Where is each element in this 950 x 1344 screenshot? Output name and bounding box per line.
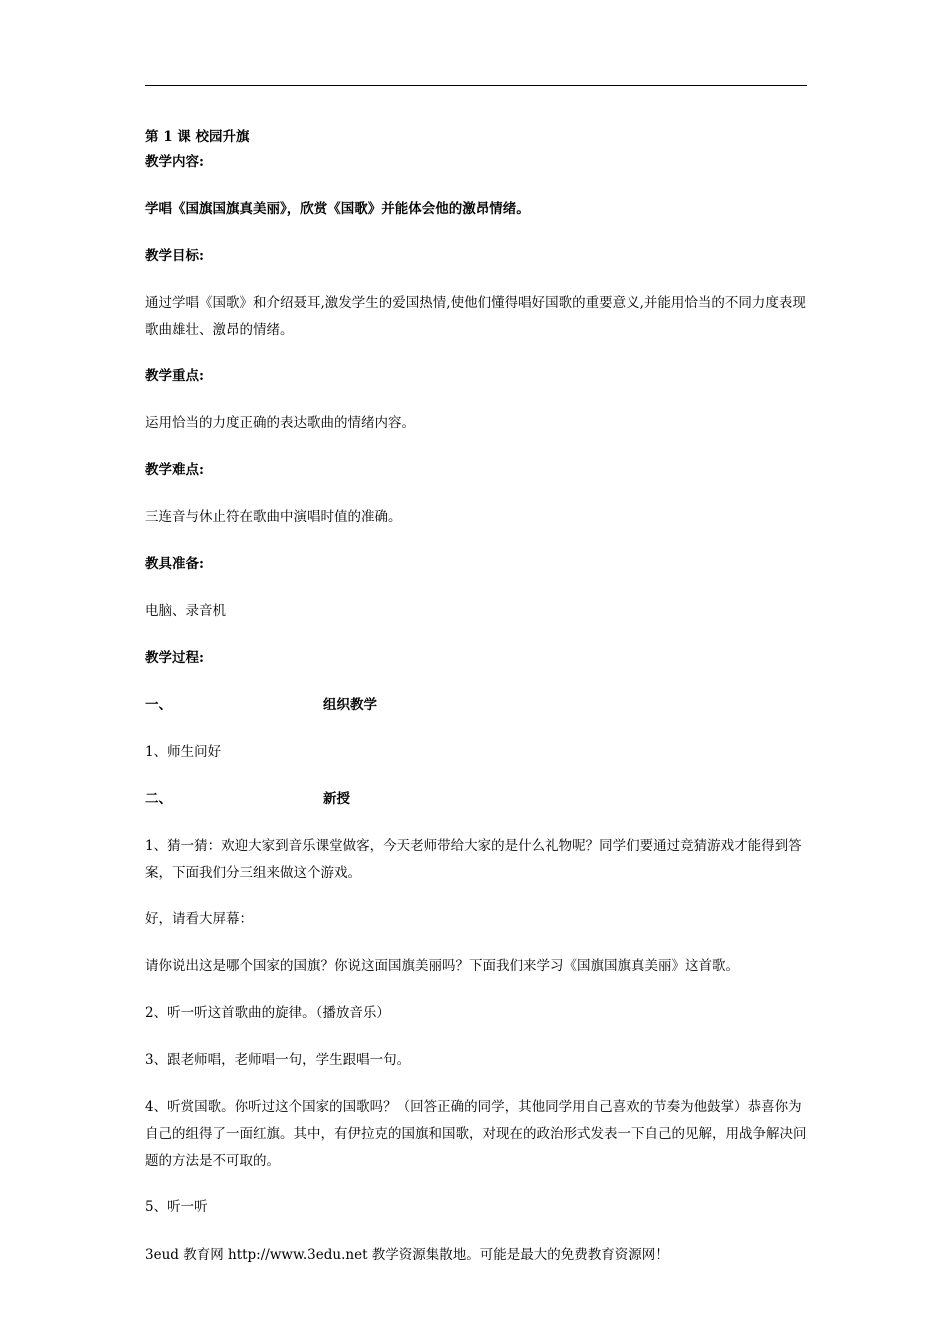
content-text: 学唱《国旗国旗真美丽》，欣赏《国歌》并能体会他的激昂情绪。 [145, 201, 530, 217]
focus-text: 运用恰当的力度正确的表达歌曲的情绪内容。 [145, 415, 415, 431]
section-1-title: 组织教学 [323, 697, 377, 713]
section-1-number: 一、 [145, 697, 172, 713]
focus-heading: 教学重点: [145, 368, 204, 384]
tools-text: 电脑、录音机 [145, 603, 226, 619]
tools-heading: 教具准备: [145, 556, 204, 572]
step-2-1b: 好，请看大屏幕： [145, 911, 253, 927]
goal-heading: 教学目标: [145, 248, 204, 264]
footer-text: 3eud 教育网 http://www.3edu.net 教学资源集散地。可能是最大的免费教育资源网！ [145, 1247, 669, 1263]
step-2-4: 4、听赏国歌。你听过这个国家的国歌吗？（回答正确的同学，其他同学用自己喜欢的节奏为他鼓掌）恭喜你为自己的组得了一面红旗。其中，有伊拉克的国旗和国歌，对现在的政治形式发表一下自己的见解，用战争解决问题的方法是不可取的。 [145, 1099, 807, 1169]
step-2-2: 2、听一听这首歌曲的旋律。（播放音乐） [145, 1005, 390, 1021]
difficulty-heading: 教学难点: [145, 462, 204, 478]
step-2-1c: 请你说出这是哪个国家的国旗？你说这面国旗美丽吗？下面我们来学习《国旗国旗真美丽》这首歌。 [145, 958, 739, 974]
section-2-title: 新授 [323, 791, 350, 807]
difficulty-text: 三连音与休止符在歌曲中演唱时值的准确。 [145, 509, 402, 525]
process-heading: 教学过程: [145, 650, 204, 666]
section-2-number: 二、 [145, 791, 172, 807]
lesson-title: 第 1 课 校园升旗 [145, 129, 250, 145]
step-2-1: 1、猜一猜：欢迎大家到音乐课堂做客，今天老师带给大家的是什么礼物呢？同学们要通过竞猜游戏才能得到答案，下面我们分三组来做这个游戏。 [145, 838, 802, 881]
step-1-1: 1、师生问好 [145, 744, 222, 760]
goal-text: 通过学唱《国歌》和介绍聂耳,激发学生的爱国热情,使他们懂得唱好国歌的重要意义,并能用恰当的不同力度表现歌曲雄壮、激昂的情绪。 [145, 295, 806, 338]
header-rule [145, 85, 807, 86]
content-heading: 教学内容: [145, 154, 204, 170]
step-2-5: 5、听一听 [145, 1199, 208, 1215]
step-2-3: 3、跟老师唱，老师唱一句，学生跟唱一句。 [145, 1052, 411, 1068]
